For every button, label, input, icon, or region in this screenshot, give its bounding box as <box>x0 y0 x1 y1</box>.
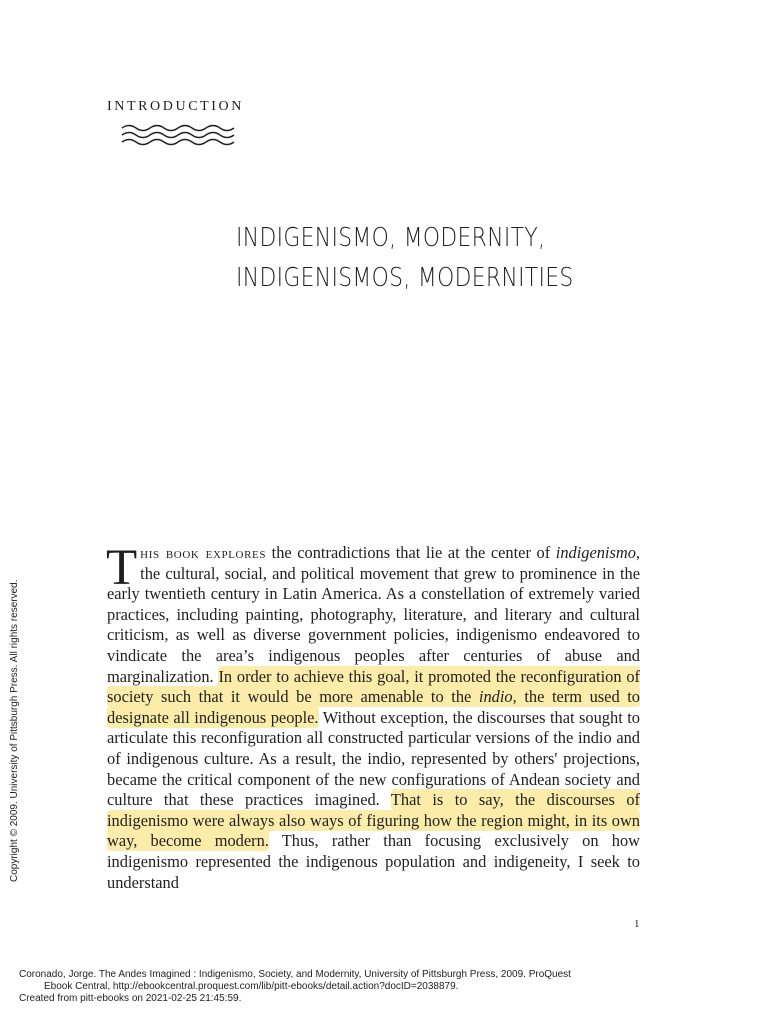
chapter-title <box>236 218 589 298</box>
text-run: the contradictions that lie at the center of <box>266 543 556 562</box>
chapter-label: INTRODUCTION <box>107 99 244 114</box>
footer-line-2: Ebook Central, http://ebookcentral.proquest.com/lib/pitt-ebooks/detail.action?docID=2038879. <box>44 981 459 992</box>
title-line-1: INDIGENISMO, MODERNITY, <box>236 223 546 253</box>
citation-footer <box>19 969 739 1005</box>
page-number: 1 <box>634 918 640 930</box>
footer-line-1: Coronado, Jorge. The Andes Imagined : Indigenismo, Society, and Modernity, University of Pittsburgh Press, 2009. ProQuest <box>19 969 571 980</box>
italic-term: indio, <box>478 687 517 707</box>
text-run: , the cultural, social, and political movement that grew to prominence in the early twentieth century in Latin America. As a constellation of extremely varied practices, including painting, photography, literature, and literary and cultural criticism, as well as diverse government policies, indigenismo endeavored to vindicate the area’s indigenous peoples after centuries of abuse and marginalization. <box>107 543 641 686</box>
text-run: Thus, rather than focusing exclusively on how indigenismo represented the indigenous population and indigeneity, I seek to understand <box>107 831 640 892</box>
smallcaps-lead: his book explores <box>140 543 267 562</box>
highlight-2[interactable]: That is to say, the discourses of indigenismo were always also ways of figuring how the region might, in its own way, become modern. <box>107 790 640 851</box>
body-paragraph <box>106 540 641 893</box>
highlight-text: In order to achieve this goal, it promoted the reconfiguration of society such that it would be more amenable to the <box>107 666 640 707</box>
wave-ornament-icon <box>120 124 244 146</box>
highlight-text: the term used to designate all indigenous people. <box>107 687 640 727</box>
side-copyright-notice: Copyright © 2009. University of Pittsburgh Press. All rights reserved. <box>9 579 20 882</box>
drop-cap: T <box>106 540 138 596</box>
text-run: Without exception, the discourses that sought to articulate this reconfiguration all constructed particular versions of the indio and of indigenous culture. As a result, the indio, represented by others' projections, became the critical component of the new configurations of Andean society and culture that these practices imagined. <box>107 707 641 810</box>
title-line-2: INDIGENISMOS, MODERNITIES <box>236 263 574 293</box>
italic-term: indigenismo <box>555 543 636 562</box>
footer-line-3: Created from pitt-ebooks on 2021-02-25 21:45:59. <box>19 993 242 1004</box>
